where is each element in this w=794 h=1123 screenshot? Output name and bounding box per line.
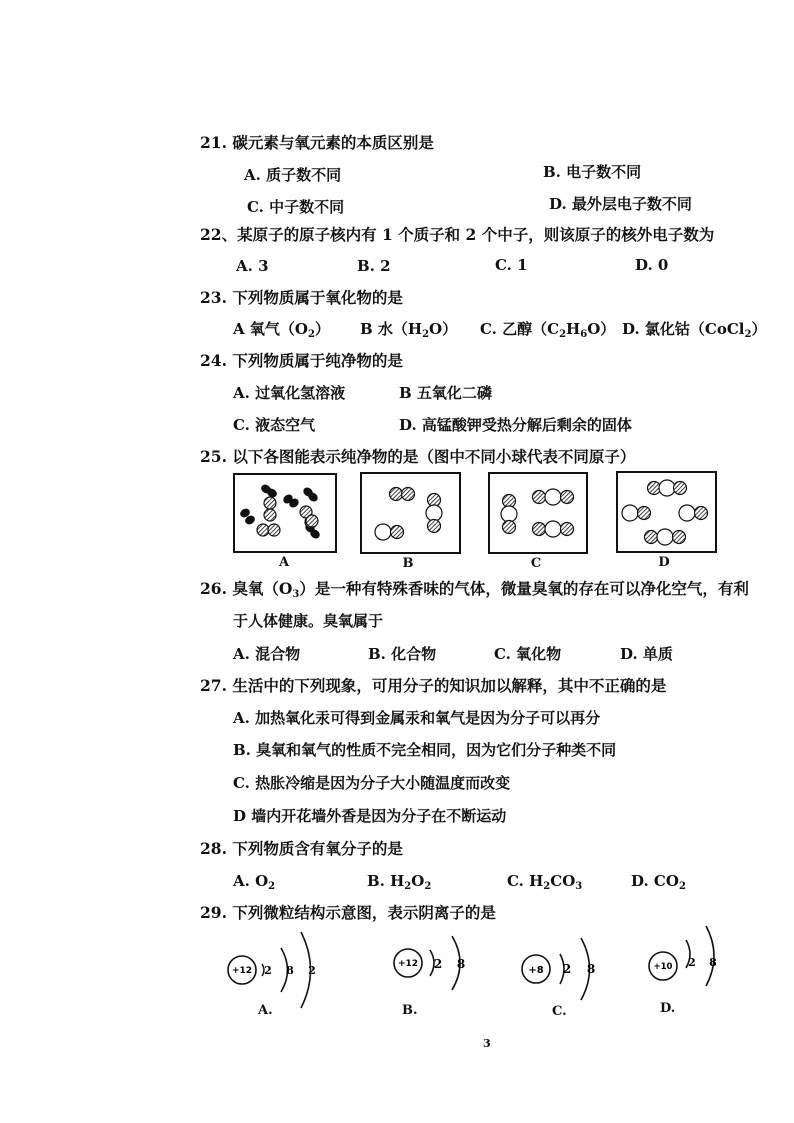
q25-stem: 25. 以下各图能表示纯净物的是（图中不同小球代表不同原子） <box>200 447 636 466</box>
q23-option-b: B 水$(H_2O)$ <box>360 320 458 340</box>
q29-label-a: A. <box>258 1003 273 1018</box>
q29-particle-d <box>648 922 738 1002</box>
q25-label-d: D <box>658 555 670 570</box>
q27-option-b: B. 臭氧和氧气的性质不完全相同，因为它们分子种类不同 <box>233 741 617 759</box>
q25-figure-c-molecules <box>490 474 586 552</box>
q23-option-a: A 氧气$(O_2)$ <box>233 320 330 340</box>
q26-stem-line2: 于人体健康。臭氧属于 <box>233 612 384 630</box>
q25-label-c: C <box>530 556 542 571</box>
q29-c-shell-2: 8 <box>586 962 596 976</box>
q25-figure-b-molecules <box>362 474 459 552</box>
q29-a-shell-1: 2 <box>264 964 272 977</box>
q25-figure-d-molecules <box>618 473 715 551</box>
q22-option-c: C. 1 <box>495 256 528 274</box>
q21-option-b: B. 电子数不同 <box>543 163 642 181</box>
q27-option-c: C. 热胀冷缩是因为分子大小随温度而改变 <box>233 774 511 792</box>
q28-option-b: B. $H_2O_2$ <box>367 872 432 892</box>
q27-stem: 27. 生活中的下列现象，可用分子的知识加以解释，其中不正确的是 <box>200 676 667 695</box>
q29-b-shell-1: 2 <box>433 957 443 971</box>
q27-option-a: A. 加热氧化汞可得到金属汞和氧气是因为分子可以再分 <box>233 709 601 727</box>
q29-c-nucleus: +8 <box>528 965 544 976</box>
q23-stem: 23. 下列物质属于氧化物的是 <box>200 288 403 307</box>
q24-stem: 24. 下列物质属于纯净物的是 <box>200 351 403 370</box>
q21-option-a: A. 质子数不同 <box>244 166 342 184</box>
q25-figure-c <box>488 472 588 554</box>
q29-d-shell-1: 2 <box>688 956 696 969</box>
q28-option-d: D. $CO_2$ <box>631 872 686 892</box>
q22-option-a: A. 3 <box>236 257 269 275</box>
q29-c-shell-1: 2 <box>562 962 572 976</box>
q29-d-shell-2: 8 <box>709 956 717 969</box>
q29-particle-c <box>518 928 608 1008</box>
q26-option-b: B. 化合物 <box>368 645 437 663</box>
q26-option-a: A. 混合物 <box>233 645 301 663</box>
q22-option-d: D. 0 <box>635 256 669 274</box>
q25-label-a: A <box>278 555 290 570</box>
q27-option-d: D 墙内开花墙外香是因为分子在不断运动 <box>233 807 507 825</box>
q28-option-a: A. $O_2$ <box>233 872 276 892</box>
q29-b-nucleus: +12 <box>397 959 419 969</box>
q29-label-b: B. <box>402 1003 418 1018</box>
q22-option-b: B. 2 <box>357 257 391 275</box>
q25-figure-a <box>233 473 337 553</box>
q23-option-d: D. 氯化钴（CoCl$_2$） <box>622 320 767 340</box>
q26-option-d: D. 单质 <box>620 645 673 663</box>
q24-option-c: C. 液态空气 <box>233 416 316 434</box>
q29-a-shell-2: 8 <box>286 964 294 977</box>
q28-option-c: C. $H_2CO_3$ <box>507 872 583 892</box>
q29-b-shell-2: 8 <box>456 957 466 971</box>
q29-a-shell-3: 2 <box>308 964 316 977</box>
q21-option-c: C. 中子数不同 <box>247 198 345 216</box>
q23-option-c: C. 乙醇$(C_2H_6O)$ <box>480 320 616 340</box>
q29-label-c: C. <box>552 1004 567 1019</box>
q29-label-d: D. <box>660 1001 676 1016</box>
q29-particle-a <box>226 928 326 1008</box>
q25-figure-a-molecules <box>235 475 335 551</box>
q25-label-b: B <box>402 556 414 571</box>
q26-option-c: C. 氧化物 <box>494 645 562 663</box>
q29-d-nucleus: +10 <box>653 962 673 972</box>
q29-a-nucleus: +12 <box>231 966 253 976</box>
q25-figure-d <box>616 471 717 553</box>
q21-option-d: D. 最外层电子数不同 <box>549 195 692 213</box>
q28-stem: 28. 下列物质含有氧分子的是 <box>200 839 403 858</box>
q24-option-d: D. 高锰酸钾受热分解后剩余的固体 <box>399 416 632 434</box>
q25-figure-b <box>360 472 461 554</box>
q29-stem: 29. 下列微粒结构示意图，表示阴离子的是 <box>200 903 496 922</box>
q21-stem: 21. 碳元素与氧元素的本质区别是 <box>200 133 434 152</box>
page-number: 3 <box>483 1037 491 1050</box>
q24-option-a: A. 过氧化氢溶液 <box>233 384 346 402</box>
q24-option-b: B 五氧化二磷 <box>399 384 492 402</box>
q22-stem: 22、某原子的原子核内有 1 个质子和 2 个中子，则该原子的核外电子数为 <box>200 225 715 244</box>
q29-particle-b <box>390 928 480 998</box>
q26-stem-line1: 26. 臭氧$(O_3)$是一种有特殊香味的气体，微量臭氧的存在可以净化空气，有利 <box>200 579 749 600</box>
